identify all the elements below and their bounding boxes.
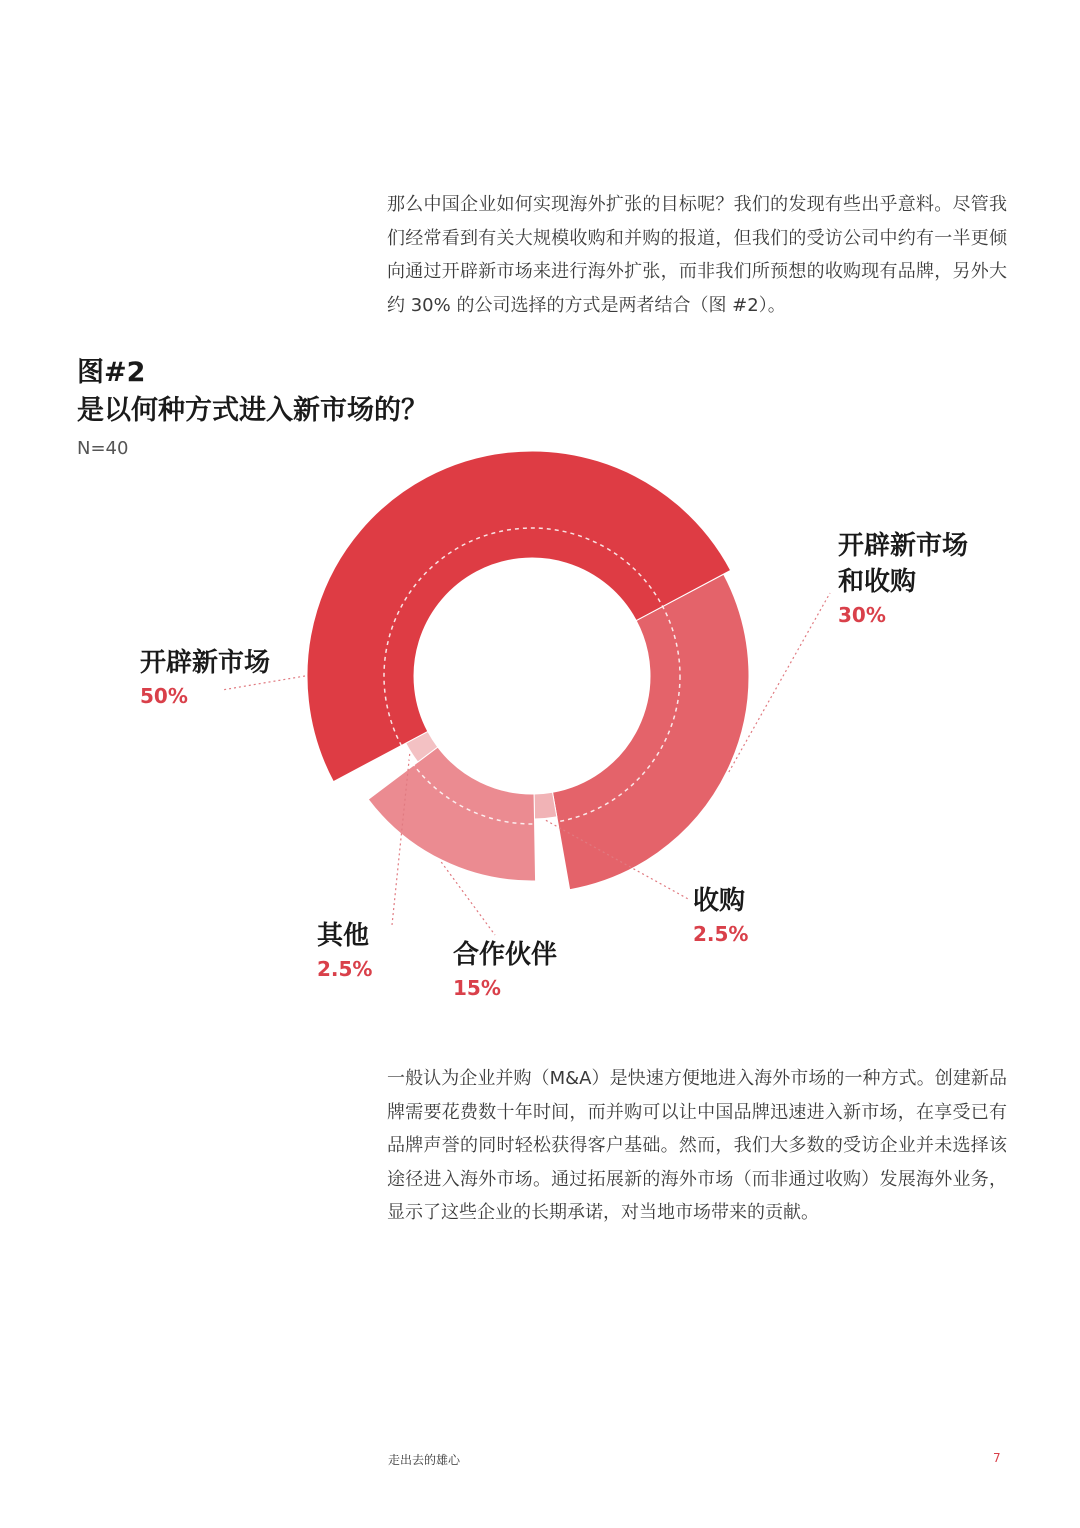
label-open-and-acquire bbox=[838, 528, 968, 630]
intro-text: 那么中国企业如何实现海外扩张的目标呢？我们的发现有些出乎意料。尽管我们经常看到有关大规模收购和并购的报道，但我们的受访公司中约有一半更倾向通过开辟新市场来进行海外扩张，而非我们所预想的收购现有品牌，另外大约 30% 的公司选择的方式是两者结合（图 #2）。 bbox=[387, 194, 1007, 316]
label-value: 2.5% bbox=[317, 957, 373, 981]
label-name: 合作伙伴 bbox=[453, 940, 558, 970]
figure-title: 是以何种方式进入新市场的？ bbox=[77, 395, 428, 426]
label-partner bbox=[453, 937, 557, 1003]
label-name: 收购 bbox=[693, 886, 746, 916]
sample-size: N=40 bbox=[77, 438, 129, 459]
label-value: 2.5% bbox=[693, 922, 749, 946]
label-acquire bbox=[693, 883, 748, 949]
label-value: 30% bbox=[838, 603, 886, 627]
label-other bbox=[317, 918, 372, 984]
body-paragraph bbox=[387, 1062, 1007, 1230]
label-name: 其他 bbox=[317, 921, 370, 951]
body-text: 一般认为企业并购（M&A）是快速方便地进入海外市场的一种方式。创建新品牌需要花费数十年时间，而并购可以让中国品牌迅速进入新市场，在享受已有品牌声誉的同时轻松获得客户基础。然而，我们大多数的受访企业并未选择该途径进入海外市场。通过拓展新的海外市场（而非通过收购）发展海外业务，显示了这些企业的长期承诺，对当地市场带来的贡献。 bbox=[387, 1068, 1007, 1223]
label-open-new-market bbox=[140, 645, 270, 711]
label-name-line2: 和收购 bbox=[838, 567, 917, 597]
figure-number: 图#2 bbox=[77, 357, 146, 388]
footer-page-number: 7 bbox=[993, 1451, 1001, 1465]
segment-open-and-acquire bbox=[552, 574, 749, 890]
footer-report-title: 走出去的雄心 bbox=[388, 1453, 461, 1467]
label-name: 开辟新市场 bbox=[140, 648, 271, 678]
label-name-line1: 开辟新市场 bbox=[838, 531, 969, 561]
segment-partner bbox=[368, 747, 535, 881]
label-value: 15% bbox=[453, 976, 501, 1000]
segment-acquire bbox=[534, 792, 557, 819]
label-value: 50% bbox=[140, 684, 188, 708]
